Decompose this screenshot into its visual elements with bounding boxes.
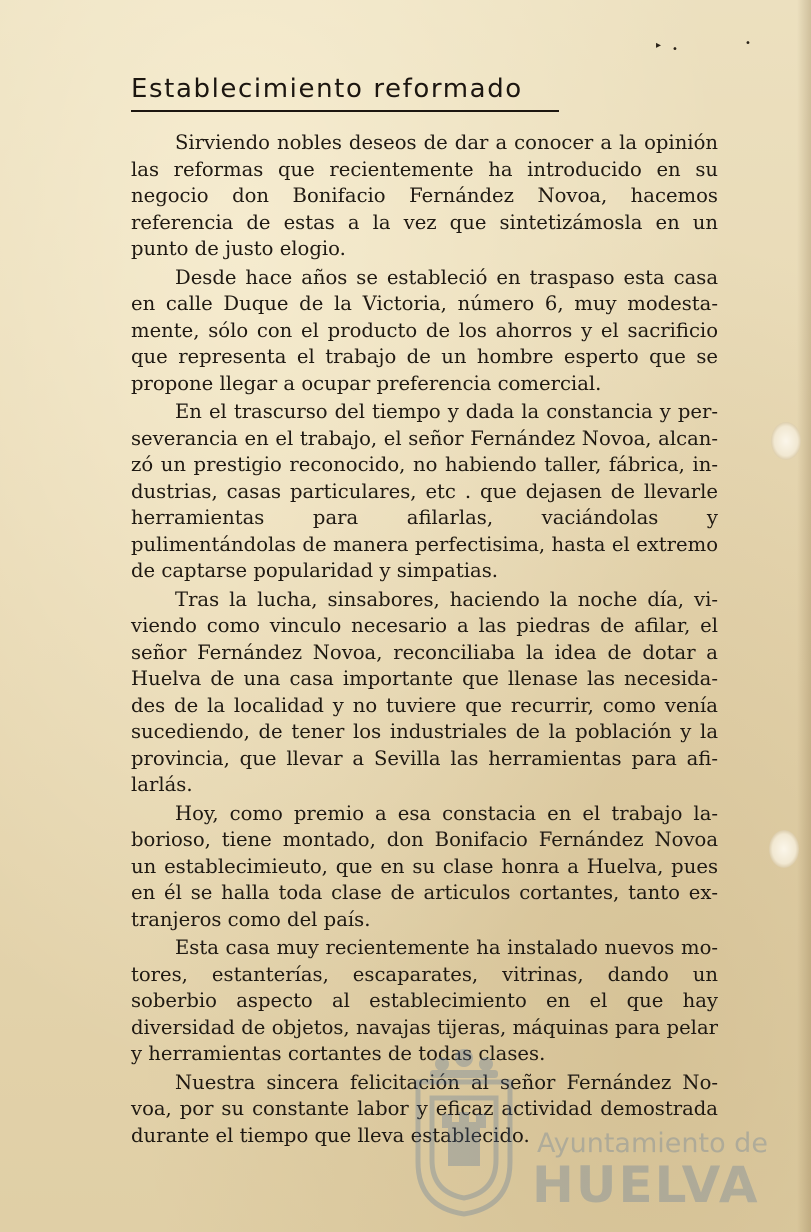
article-heading: Establecimiento reformado (131, 74, 523, 104)
watermark-line2: HUELVA (532, 1156, 760, 1214)
paragraph: Sirviendo nobles deseos de dar a conocer a la opinión las reformas que recientemente ha introducido en su negocio don Bonifacio Fernández Novoa, hacemos referencia de estas a la vez que sintetizámosla en un punto de justo elogio. (131, 131, 718, 260)
paragraph: Esta casa muy recientemente ha instalado nuevos motores, estanterías, escaparates, vitrinas, dando un soberbio aspecto al establecimiento en el que hay diversidad de objetos, navajas tijeras, máquinas para pelar y herramientas cortantes de todas clases. (131, 936, 718, 1065)
paragraph: Hoy, como premio a esa constacia en el trabajo laborioso, tiene montado, don Bonifacio Fernández Novoa un establecimieuto, que en su clase honra a Huelva, pues en él se halla toda clase de articulos cortantes, tanto extranjeros como del país. (131, 801, 718, 931)
paragraph: Tras la lucha, sinsabores, haciendo la noche día, viviendo como vinculo necesario a las piedras de afilar, el señor Fernández Novoa, reconciliaba la idea de dotar a Huelva de una casa importante que llenase las necesidades de la localidad y no tuviere que recurrir, como venía sucediendo, de tener los industriales de la población y la provincia, que llevar a Sevilla las herramientas para afilarlás. (131, 587, 718, 796)
archive-watermark (400, 1030, 768, 1230)
coat-of-arms-icon (408, 1042, 520, 1220)
article-body (131, 130, 718, 1149)
ink-speck: • (745, 38, 751, 49)
paragraph: Desde hace años se estableció en traspaso esta casa en calle Duque de la Victoria, número 6, muy modestamente, sólo con el producto de los ahorros y el sacrificio que representa el trabajo de un hombre esperto que se propone llegar a ocupar preferencia comercial. (131, 265, 718, 395)
heading-underline (131, 110, 559, 112)
ink-speck: • (672, 44, 678, 55)
binding-punch-hole (769, 830, 799, 868)
watermark-line1: Ayuntamiento de (537, 1128, 768, 1159)
paragraph: En el trascurso del tiempo y dada la constancia y perseverancia en el trabajo, el señor Fernández Novoa, alcanzó un prestigio reconocido, no habiendo taller, fábrica, industrias, casas particulares, etc . que dejasen de llevarle herramientas para afilarlas, vaciándolas y pulimentándolas de manera perfectisima, hasta el extremo de captarse popularidad y simpatias. (131, 400, 718, 582)
paragraph: Nuestra sincera felicitación al señor Fernández Novoa, por su constante labor y eficaz actividad demostrada durante el tiempo que lleva establecido. (131, 1070, 718, 1147)
ink-speck: ▸ (656, 40, 662, 51)
page-edge-shadow (797, 0, 811, 1232)
binding-punch-hole (771, 422, 801, 460)
